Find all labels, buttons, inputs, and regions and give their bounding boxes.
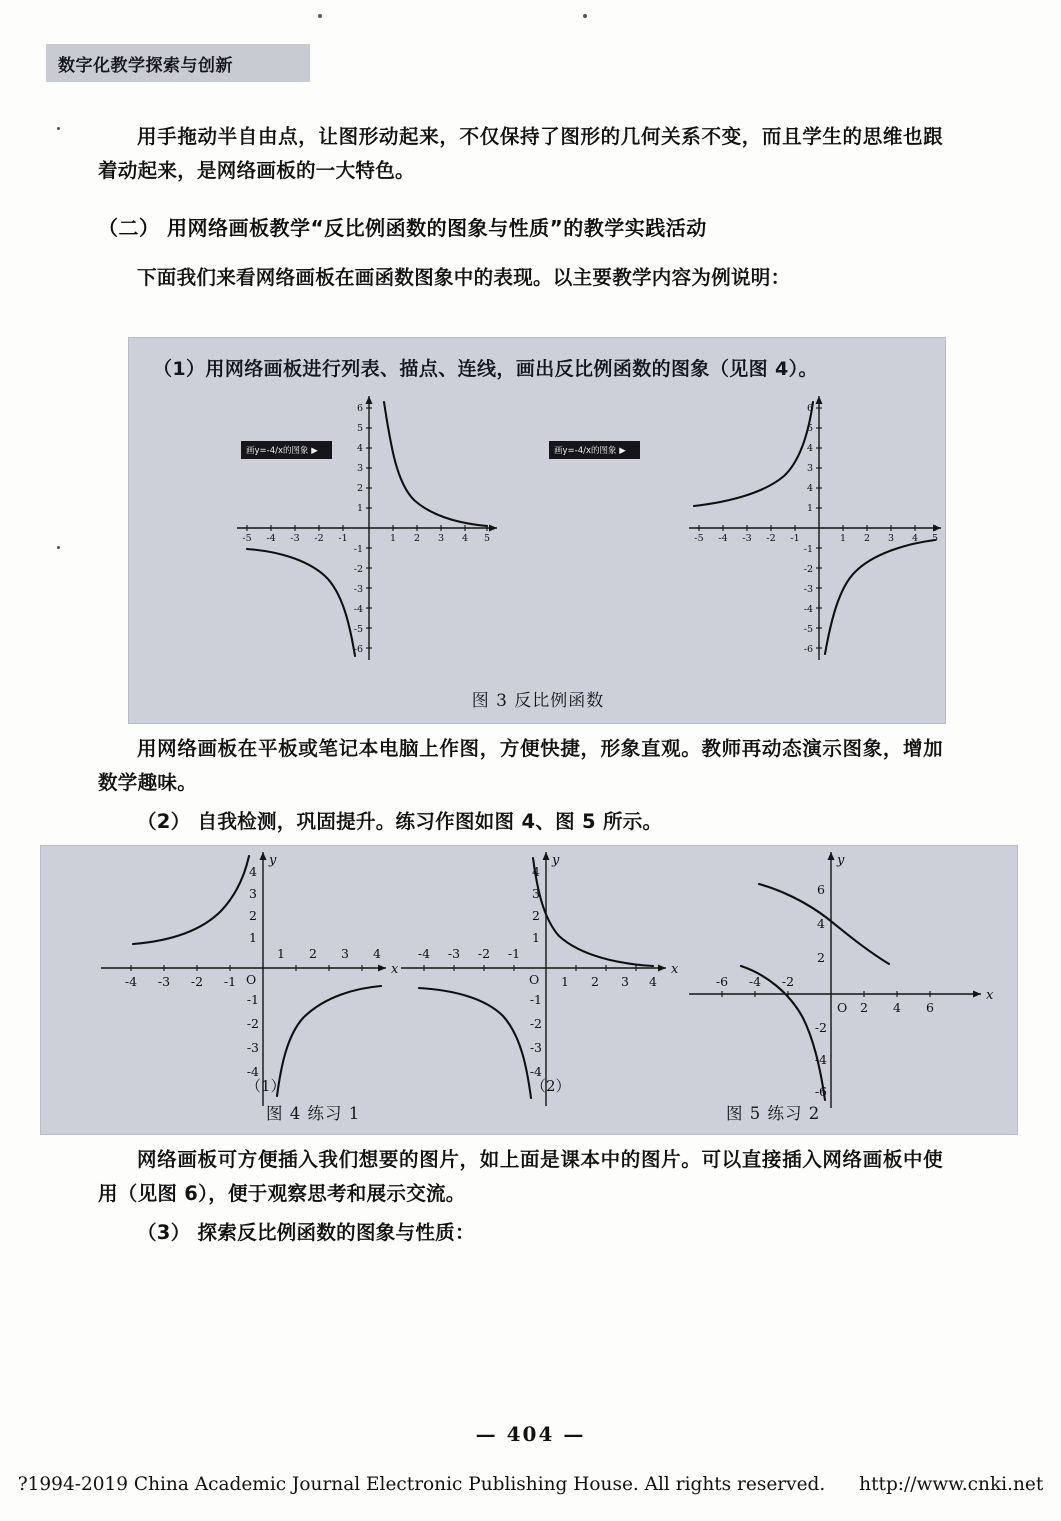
svg-text:-4: -4 xyxy=(246,1064,259,1079)
svg-text:5: 5 xyxy=(931,533,939,544)
registration-dot xyxy=(583,14,587,18)
svg-text:-2: -2 xyxy=(477,946,491,961)
svg-text:4: 4 xyxy=(806,483,813,494)
svg-text:-2: -2 xyxy=(814,1020,827,1035)
svg-text:3: 3 xyxy=(887,533,895,544)
figure-4-panel-1 xyxy=(101,852,399,1106)
svg-text:-1: -1 xyxy=(790,533,800,544)
svg-text:y: y xyxy=(837,853,845,868)
svg-text:6: 6 xyxy=(926,1000,934,1015)
svg-text:-3: -3 xyxy=(157,974,171,989)
svg-text:-1: -1 xyxy=(353,544,363,555)
figure-3-right-chip-arrow-icon[interactable] xyxy=(631,445,638,455)
svg-text:-1: -1 xyxy=(338,533,348,544)
svg-text:1: 1 xyxy=(356,503,363,514)
svg-text:6: 6 xyxy=(356,403,363,414)
svg-text:5: 5 xyxy=(483,533,491,544)
svg-text:-4: -4 xyxy=(803,604,813,615)
svg-text:-2: -2 xyxy=(353,564,363,575)
svg-text:1: 1 xyxy=(839,533,847,544)
svg-text:-2: -2 xyxy=(190,974,204,989)
figure-3-right-function-chip[interactable]: 画y=-4/x的图象 ▶ xyxy=(549,441,640,459)
svg-text:-3: -3 xyxy=(447,946,461,961)
svg-text:y: y xyxy=(552,853,560,868)
svg-text:-3: -3 xyxy=(803,584,813,595)
registration-dot xyxy=(318,14,322,18)
svg-text:4: 4 xyxy=(373,946,381,961)
svg-text:3: 3 xyxy=(532,886,540,901)
copyright-footer xyxy=(0,1474,1061,1495)
svg-text:1: 1 xyxy=(389,533,397,544)
svg-text:x: x xyxy=(671,962,679,977)
svg-text:-5: -5 xyxy=(694,533,704,544)
svg-text:-5: -5 xyxy=(353,624,363,635)
svg-text:-4: -4 xyxy=(718,533,728,544)
svg-text:3: 3 xyxy=(356,463,363,474)
svg-text:y: y xyxy=(269,853,277,868)
registration-dot xyxy=(57,546,60,549)
paragraph-4: （2） 自我检测，巩固提升。练习作图如图 4、图 5 所示。 xyxy=(137,810,663,834)
svg-text:2: 2 xyxy=(249,908,257,923)
svg-text:2: 2 xyxy=(860,1000,868,1015)
svg-text:O: O xyxy=(246,972,257,987)
graph-right-y-equals-minus-4-over-x xyxy=(689,396,941,660)
svg-text:-3: -3 xyxy=(353,584,363,595)
figure-3-svg xyxy=(129,388,947,668)
graph-left-y-equals-4-over-x xyxy=(237,396,497,660)
svg-text:-4: -4 xyxy=(748,974,762,989)
svg-text:2: 2 xyxy=(591,974,599,989)
svg-text:5: 5 xyxy=(356,423,363,434)
figure-4-subcaption-1: （1） xyxy=(246,1077,286,1095)
svg-text:6: 6 xyxy=(817,882,825,897)
svg-text:-1: -1 xyxy=(223,974,237,989)
svg-text:2: 2 xyxy=(413,533,421,544)
svg-text:O: O xyxy=(837,1000,848,1015)
svg-text:x: x xyxy=(986,988,994,1003)
registration-dot xyxy=(57,127,60,130)
svg-text:4: 4 xyxy=(806,443,813,454)
paragraph-3: 用网络画板在平板或笔记本电脑上作图，方便快捷，形象直观。教师再动态演示图象，增加数学趣味。 xyxy=(98,737,943,794)
svg-text:-6: -6 xyxy=(715,974,729,989)
svg-text:3: 3 xyxy=(341,946,349,961)
svg-text:1: 1 xyxy=(561,974,569,989)
svg-text:4: 4 xyxy=(911,533,919,544)
svg-text:3: 3 xyxy=(621,974,629,989)
svg-text:-3: -3 xyxy=(742,533,752,544)
svg-text:-2: -2 xyxy=(529,1016,542,1031)
figure-45-svg xyxy=(41,846,1017,1134)
figure-3-left-chip-arrow-icon[interactable] xyxy=(323,445,330,455)
svg-text:-4: -4 xyxy=(814,1052,827,1067)
svg-text:3: 3 xyxy=(249,886,257,901)
svg-text:2: 2 xyxy=(532,908,540,923)
svg-text:-5: -5 xyxy=(803,624,813,635)
svg-text:-1: -1 xyxy=(529,992,542,1007)
svg-text:2: 2 xyxy=(356,483,363,494)
running-head xyxy=(46,44,310,82)
figure-3-intro-text: （1）用网络画板进行列表、描点、连线，画出反比例函数的图象（见图 4）。 xyxy=(153,358,818,380)
svg-text:-6: -6 xyxy=(803,644,813,655)
svg-text:4: 4 xyxy=(356,443,363,454)
svg-text:-1: -1 xyxy=(803,544,813,555)
svg-text:-3: -3 xyxy=(246,1040,259,1055)
svg-text:-2: -2 xyxy=(766,533,776,544)
section-heading: （二） 用网络画板教学“反比例函数的图象与性质”的教学实践活动 xyxy=(98,216,707,241)
svg-text:O: O xyxy=(529,972,540,987)
body-column-3 xyxy=(98,1143,943,1256)
running-head-label: 数字化教学探索与创新 xyxy=(58,55,233,76)
svg-text:-1: -1 xyxy=(507,946,521,961)
svg-text:2: 2 xyxy=(309,946,317,961)
figure-3 xyxy=(128,337,946,724)
svg-text:4: 4 xyxy=(817,916,825,931)
paragraph-6: （3） 探索反比例函数的图象与性质： xyxy=(137,1221,475,1245)
svg-text:-2: -2 xyxy=(314,533,324,544)
figure-4-panel-2 xyxy=(401,852,679,1106)
svg-text:6: 6 xyxy=(806,403,813,414)
svg-text:-5: -5 xyxy=(242,533,252,544)
svg-text:1: 1 xyxy=(532,930,540,945)
svg-text:5: 5 xyxy=(806,423,813,434)
svg-text:-3: -3 xyxy=(290,533,300,544)
copyright-text: ?1994-2019 China Academic Journal Electronic Publishing House. All rights reserved. xyxy=(17,1474,826,1495)
svg-text:2: 2 xyxy=(817,950,825,965)
svg-text:3: 3 xyxy=(806,463,813,474)
svg-text:-1: -1 xyxy=(246,992,259,1007)
svg-text:-4: -4 xyxy=(266,533,276,544)
figure-4-caption: 图 4 练习 1 xyxy=(266,1104,361,1123)
figure-5-caption: 图 5 练习 2 xyxy=(726,1104,821,1123)
svg-text:4: 4 xyxy=(249,864,257,879)
paragraph-5: 网络画板可方便插入我们想要的图片，如上面是课本中的图片。可以直接插入网络画板中使用（见图 6），便于观察思考和展示交流。 xyxy=(98,1148,943,1205)
paragraph-2: 下面我们来看网络画板在画函数图象中的表现。以主要教学内容为例说明： xyxy=(137,266,791,290)
body-column-2 xyxy=(98,732,943,845)
svg-text:-2: -2 xyxy=(781,974,795,989)
body-column xyxy=(98,120,943,301)
svg-text:1: 1 xyxy=(277,946,285,961)
svg-text:4: 4 xyxy=(893,1000,901,1015)
figure-3-caption: 图 3 反比例函数 xyxy=(471,691,605,711)
svg-text:4: 4 xyxy=(532,864,540,879)
figure-3-graphs xyxy=(129,388,947,668)
copyright-url[interactable]: http://www.cnki.net xyxy=(859,1474,1044,1495)
svg-text:4: 4 xyxy=(461,533,469,544)
svg-text:-3: -3 xyxy=(529,1040,542,1055)
figure-4-and-5 xyxy=(40,845,1018,1135)
svg-text:-6: -6 xyxy=(814,1084,827,1099)
figure-4-subcaption-2: （2） xyxy=(531,1077,571,1095)
svg-text:-4: -4 xyxy=(124,974,138,989)
figure-3-left-function-chip[interactable]: 画y=-4/x的图象 ▶ xyxy=(241,441,332,459)
svg-text:-2: -2 xyxy=(246,1016,259,1031)
svg-text:-4: -4 xyxy=(529,1064,542,1079)
svg-text:x: x xyxy=(391,962,399,977)
svg-text:4: 4 xyxy=(649,974,657,989)
svg-text:-2: -2 xyxy=(803,564,813,575)
figure-5-panel xyxy=(689,852,994,1108)
svg-text:1: 1 xyxy=(249,930,257,945)
svg-text:3: 3 xyxy=(437,533,445,544)
page-number: — 404 — xyxy=(475,1422,586,1446)
svg-text:-4: -4 xyxy=(417,946,431,961)
svg-text:-4: -4 xyxy=(353,604,363,615)
paragraph-1: 用手拖动半自由点，让图形动起来，不仅保持了图形的几何关系不变，而且学生的思维也跟着动起来，是网络画板的一大特色。 xyxy=(98,125,943,182)
svg-text:1: 1 xyxy=(806,503,813,514)
svg-text:-6: -6 xyxy=(353,644,363,655)
svg-text:2: 2 xyxy=(863,533,871,544)
